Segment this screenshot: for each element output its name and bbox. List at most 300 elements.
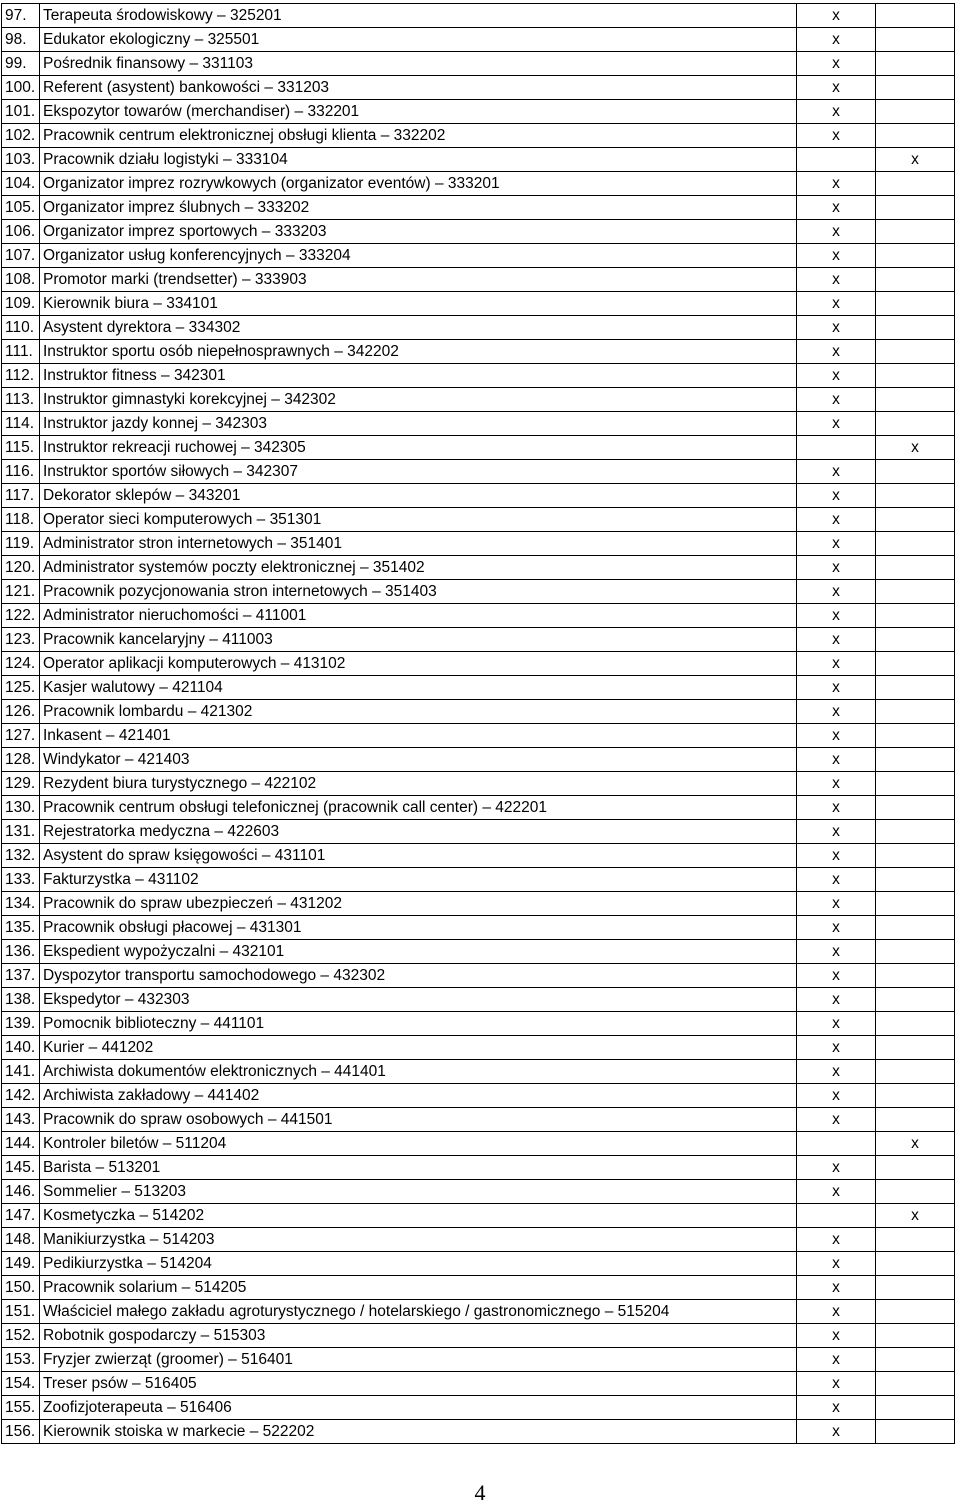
mark-column-2 <box>876 1036 955 1060</box>
mark-column-1: x <box>797 1420 876 1444</box>
mark-column-2: x <box>876 148 955 172</box>
row-number: 122. <box>2 604 40 628</box>
table-row <box>2 1348 955 1372</box>
row-number: 107. <box>2 244 40 268</box>
table-row <box>2 364 955 388</box>
mark-column-1: x <box>797 1180 876 1204</box>
table-row <box>2 1420 955 1444</box>
mark-column-1: x <box>797 772 876 796</box>
occupation-name: Kierownik stoiska w markecie – 522202 <box>40 1420 797 1444</box>
mark-column-2 <box>876 220 955 244</box>
row-number: 132. <box>2 844 40 868</box>
table-row <box>2 1372 955 1396</box>
occupation-name: Kasjer walutowy – 421104 <box>40 676 797 700</box>
row-number: 131. <box>2 820 40 844</box>
row-number: 155. <box>2 1396 40 1420</box>
row-number: 135. <box>2 916 40 940</box>
table-row <box>2 100 955 124</box>
mark-column-2 <box>876 1420 955 1444</box>
occupation-name: Organizator imprez sportowych – 333203 <box>40 220 797 244</box>
table-row <box>2 52 955 76</box>
mark-column-2 <box>876 388 955 412</box>
row-number: 106. <box>2 220 40 244</box>
row-number: 127. <box>2 724 40 748</box>
row-number: 152. <box>2 1324 40 1348</box>
occupation-name: Pedikiurzystka – 514204 <box>40 1252 797 1276</box>
mark-column-1: x <box>797 196 876 220</box>
occupation-name: Asystent dyrektora – 334302 <box>40 316 797 340</box>
table-row <box>2 1036 955 1060</box>
mark-column-2 <box>876 172 955 196</box>
occupation-name: Zoofizjoterapeuta – 516406 <box>40 1396 797 1420</box>
table-row <box>2 1324 955 1348</box>
occupation-name: Rezydent biura turystycznego – 422102 <box>40 772 797 796</box>
row-number: 141. <box>2 1060 40 1084</box>
row-number: 111. <box>2 340 40 364</box>
occupation-name: Administrator nieruchomości – 411001 <box>40 604 797 628</box>
mark-column-2: x <box>876 436 955 460</box>
mark-column-2 <box>876 964 955 988</box>
mark-column-2 <box>876 124 955 148</box>
occupation-name: Pracownik kancelaryjny – 411003 <box>40 628 797 652</box>
occupation-name: Kurier – 441202 <box>40 1036 797 1060</box>
table-row <box>2 316 955 340</box>
mark-column-1: x <box>797 1084 876 1108</box>
occupation-name: Inkasent – 421401 <box>40 724 797 748</box>
mark-column-1: x <box>797 1228 876 1252</box>
row-number: 143. <box>2 1108 40 1132</box>
mark-column-1: x <box>797 676 876 700</box>
table-row <box>2 1012 955 1036</box>
mark-column-2 <box>876 700 955 724</box>
mark-column-1: x <box>797 460 876 484</box>
occupation-name: Ekspedient wypożyczalni – 432101 <box>40 940 797 964</box>
row-number: 125. <box>2 676 40 700</box>
row-number: 98. <box>2 28 40 52</box>
mark-column-2 <box>876 508 955 532</box>
row-number: 151. <box>2 1300 40 1324</box>
mark-column-1: x <box>797 292 876 316</box>
occupation-name: Operator aplikacji komputerowych – 413102 <box>40 652 797 676</box>
mark-column-1: x <box>797 964 876 988</box>
mark-column-1 <box>797 1204 876 1228</box>
occupation-name: Fryzjer zwierząt (groomer) – 516401 <box>40 1348 797 1372</box>
occupation-name: Pracownik do spraw osobowych – 441501 <box>40 1108 797 1132</box>
table-row <box>2 436 955 460</box>
mark-column-2 <box>876 676 955 700</box>
table-row <box>2 604 955 628</box>
row-number: 104. <box>2 172 40 196</box>
mark-column-2 <box>876 1348 955 1372</box>
occupation-name: Pracownik pozycjonowania stron internetowych – 351403 <box>40 580 797 604</box>
table-row <box>2 892 955 916</box>
table-row <box>2 700 955 724</box>
mark-column-1: x <box>797 484 876 508</box>
row-number: 133. <box>2 868 40 892</box>
mark-column-1: x <box>797 220 876 244</box>
mark-column-1: x <box>797 1348 876 1372</box>
row-number: 115. <box>2 436 40 460</box>
mark-column-1: x <box>797 700 876 724</box>
table-row <box>2 4 955 28</box>
mark-column-2 <box>876 340 955 364</box>
table-row <box>2 484 955 508</box>
table-row <box>2 1228 955 1252</box>
mark-column-2 <box>876 28 955 52</box>
table-row <box>2 268 955 292</box>
mark-column-1: x <box>797 1036 876 1060</box>
mark-column-2 <box>876 316 955 340</box>
row-number: 117. <box>2 484 40 508</box>
table-row <box>2 820 955 844</box>
table-row <box>2 748 955 772</box>
occupation-name: Archiwista zakładowy – 441402 <box>40 1084 797 1108</box>
mark-column-2 <box>876 652 955 676</box>
mark-column-1: x <box>797 1300 876 1324</box>
mark-column-1: x <box>797 748 876 772</box>
mark-column-2 <box>876 484 955 508</box>
mark-column-1: x <box>797 28 876 52</box>
table-row <box>2 508 955 532</box>
occupation-name: Organizator imprez rozrywkowych (organizator eventów) – 333201 <box>40 172 797 196</box>
occupation-name: Archiwista dokumentów elektronicznych – 441401 <box>40 1060 797 1084</box>
occupation-name: Rejestratorka medyczna – 422603 <box>40 820 797 844</box>
mark-column-2 <box>876 1012 955 1036</box>
occupation-name: Windykator – 421403 <box>40 748 797 772</box>
occupation-name: Terapeuta środowiskowy – 325201 <box>40 4 797 28</box>
occupation-name: Pracownik do spraw ubezpieczeń – 431202 <box>40 892 797 916</box>
mark-column-2 <box>876 892 955 916</box>
occupation-name: Dyspozytor transportu samochodowego – 432302 <box>40 964 797 988</box>
mark-column-2 <box>876 1180 955 1204</box>
table-row <box>2 988 955 1012</box>
row-number: 105. <box>2 196 40 220</box>
occupation-name: Instruktor rekreacji ruchowej – 342305 <box>40 436 797 460</box>
row-number: 148. <box>2 1228 40 1252</box>
table-row <box>2 412 955 436</box>
occupation-name: Pracownik centrum elektronicznej obsługi klienta – 332202 <box>40 124 797 148</box>
mark-column-2 <box>876 1084 955 1108</box>
row-number: 110. <box>2 316 40 340</box>
table-row <box>2 1396 955 1420</box>
mark-column-1: x <box>797 892 876 916</box>
row-number: 154. <box>2 1372 40 1396</box>
mark-column-2 <box>876 196 955 220</box>
mark-column-2 <box>876 1372 955 1396</box>
mark-column-1: x <box>797 76 876 100</box>
mark-column-2 <box>876 1300 955 1324</box>
occupation-name: Ekspedytor – 432303 <box>40 988 797 1012</box>
mark-column-2 <box>876 100 955 124</box>
table-row <box>2 1180 955 1204</box>
table-row <box>2 220 955 244</box>
occupation-name: Asystent do spraw księgowości – 431101 <box>40 844 797 868</box>
mark-column-1: x <box>797 916 876 940</box>
mark-column-2 <box>876 532 955 556</box>
occupation-name: Dekorator sklepów – 343201 <box>40 484 797 508</box>
occupation-name: Manikiurzystka – 514203 <box>40 1228 797 1252</box>
row-number: 119. <box>2 532 40 556</box>
occupation-name: Referent (asystent) bankowości – 331203 <box>40 76 797 100</box>
mark-column-2 <box>876 796 955 820</box>
row-number: 120. <box>2 556 40 580</box>
row-number: 129. <box>2 772 40 796</box>
mark-column-2 <box>876 76 955 100</box>
mark-column-1: x <box>797 652 876 676</box>
row-number: 136. <box>2 940 40 964</box>
row-number: 138. <box>2 988 40 1012</box>
occupation-name: Właściciel małego zakładu agroturystycznego / hotelarskiego / gastronomicznego – 515204 <box>40 1300 797 1324</box>
mark-column-1: x <box>797 868 876 892</box>
table-row <box>2 940 955 964</box>
occupation-name: Ekspozytor towarów (merchandiser) – 332201 <box>40 100 797 124</box>
mark-column-1: x <box>797 532 876 556</box>
table-row <box>2 28 955 52</box>
occupation-name: Operator sieci komputerowych – 351301 <box>40 508 797 532</box>
row-number: 137. <box>2 964 40 988</box>
occupation-name: Kontroler biletów – 511204 <box>40 1132 797 1156</box>
occupation-name: Pracownik obsługi płacowej – 431301 <box>40 916 797 940</box>
mark-column-2 <box>876 724 955 748</box>
row-number: 102. <box>2 124 40 148</box>
mark-column-2 <box>876 244 955 268</box>
table-row <box>2 868 955 892</box>
row-number: 144. <box>2 1132 40 1156</box>
table-row <box>2 556 955 580</box>
table-row <box>2 196 955 220</box>
occupation-name: Edukator ekologiczny – 325501 <box>40 28 797 52</box>
table-row <box>2 292 955 316</box>
mark-column-2 <box>876 460 955 484</box>
row-number: 126. <box>2 700 40 724</box>
row-number: 109. <box>2 292 40 316</box>
mark-column-1: x <box>797 556 876 580</box>
table-row <box>2 964 955 988</box>
mark-column-1: x <box>797 724 876 748</box>
mark-column-2 <box>876 268 955 292</box>
mark-column-2: x <box>876 1204 955 1228</box>
mark-column-1: x <box>797 508 876 532</box>
table-row <box>2 844 955 868</box>
table-row <box>2 1300 955 1324</box>
mark-column-2 <box>876 52 955 76</box>
table-row <box>2 580 955 604</box>
table-row <box>2 1084 955 1108</box>
table-row <box>2 532 955 556</box>
table-row <box>2 1132 955 1156</box>
row-number: 121. <box>2 580 40 604</box>
mark-column-1: x <box>797 412 876 436</box>
mark-column-2 <box>876 412 955 436</box>
table-row <box>2 1108 955 1132</box>
row-number: 139. <box>2 1012 40 1036</box>
mark-column-2 <box>876 1228 955 1252</box>
table-row <box>2 1276 955 1300</box>
occupation-name: Instruktor fitness – 342301 <box>40 364 797 388</box>
mark-column-2 <box>876 556 955 580</box>
mark-column-1: x <box>797 844 876 868</box>
row-number: 146. <box>2 1180 40 1204</box>
mark-column-2 <box>876 820 955 844</box>
row-number: 150. <box>2 1276 40 1300</box>
occupation-name: Pracownik centrum obsługi telefonicznej (pracownik call center) – 422201 <box>40 796 797 820</box>
mark-column-2 <box>876 1252 955 1276</box>
table-row <box>2 1156 955 1180</box>
mark-column-1: x <box>797 1252 876 1276</box>
occupation-name: Instruktor jazdy konnej – 342303 <box>40 412 797 436</box>
table-row <box>2 1204 955 1228</box>
occupation-name: Pomocnik biblioteczny – 441101 <box>40 1012 797 1036</box>
mark-column-2 <box>876 364 955 388</box>
page-number: 4 <box>474 1480 486 1505</box>
row-number: 153. <box>2 1348 40 1372</box>
row-number: 114. <box>2 412 40 436</box>
table-row <box>2 652 955 676</box>
occupation-name: Pracownik lombardu – 421302 <box>40 700 797 724</box>
mark-column-1: x <box>797 604 876 628</box>
row-number: 101. <box>2 100 40 124</box>
mark-column-2 <box>876 748 955 772</box>
row-number: 100. <box>2 76 40 100</box>
mark-column-2 <box>876 1396 955 1420</box>
mark-column-2 <box>876 868 955 892</box>
occupation-name: Kosmetyczka – 514202 <box>40 1204 797 1228</box>
row-number: 130. <box>2 796 40 820</box>
table-row <box>2 340 955 364</box>
mark-column-1: x <box>797 364 876 388</box>
mark-column-1: x <box>797 340 876 364</box>
mark-column-1: x <box>797 1156 876 1180</box>
row-number: 142. <box>2 1084 40 1108</box>
mark-column-1: x <box>797 52 876 76</box>
row-number: 118. <box>2 508 40 532</box>
mark-column-2 <box>876 1060 955 1084</box>
mark-column-1: x <box>797 1012 876 1036</box>
mark-column-1 <box>797 436 876 460</box>
mark-column-1: x <box>797 628 876 652</box>
row-number: 99. <box>2 52 40 76</box>
occupations-table <box>1 3 955 1444</box>
table-row <box>2 76 955 100</box>
mark-column-1: x <box>797 1276 876 1300</box>
occupation-name: Fakturzystka – 431102 <box>40 868 797 892</box>
occupation-name: Administrator systemów poczty elektronicznej – 351402 <box>40 556 797 580</box>
mark-column-2 <box>876 988 955 1012</box>
mark-column-1: x <box>797 172 876 196</box>
mark-column-2 <box>876 580 955 604</box>
mark-column-2 <box>876 772 955 796</box>
mark-column-1: x <box>797 1372 876 1396</box>
table-row <box>2 772 955 796</box>
mark-column-2 <box>876 844 955 868</box>
table-row <box>2 628 955 652</box>
table-row <box>2 1060 955 1084</box>
mark-column-1: x <box>797 1060 876 1084</box>
mark-column-1: x <box>797 940 876 964</box>
mark-column-1: x <box>797 388 876 412</box>
table-row <box>2 796 955 820</box>
mark-column-1: x <box>797 124 876 148</box>
row-number: 123. <box>2 628 40 652</box>
mark-column-2 <box>876 916 955 940</box>
mark-column-1: x <box>797 988 876 1012</box>
table-row <box>2 724 955 748</box>
occupation-name: Barista – 513201 <box>40 1156 797 1180</box>
mark-column-1: x <box>797 796 876 820</box>
row-number: 134. <box>2 892 40 916</box>
mark-column-1: x <box>797 1108 876 1132</box>
table-row <box>2 148 955 172</box>
mark-column-1: x <box>797 1396 876 1420</box>
row-number: 124. <box>2 652 40 676</box>
mark-column-2 <box>876 1324 955 1348</box>
occupation-name: Organizator imprez ślubnych – 333202 <box>40 196 797 220</box>
mark-column-2 <box>876 1276 955 1300</box>
occupation-name: Instruktor sportów siłowych – 342307 <box>40 460 797 484</box>
row-number: 128. <box>2 748 40 772</box>
mark-column-1: x <box>797 244 876 268</box>
row-number: 103. <box>2 148 40 172</box>
row-number: 113. <box>2 388 40 412</box>
occupation-name: Pośrednik finansowy – 331103 <box>40 52 797 76</box>
mark-column-1: x <box>797 820 876 844</box>
row-number: 112. <box>2 364 40 388</box>
occupation-name: Treser psów – 516405 <box>40 1372 797 1396</box>
mark-column-2 <box>876 604 955 628</box>
row-number: 145. <box>2 1156 40 1180</box>
mark-column-1: x <box>797 268 876 292</box>
mark-column-1 <box>797 148 876 172</box>
occupation-name: Administrator stron internetowych – 351401 <box>40 532 797 556</box>
table-row <box>2 460 955 484</box>
row-number: 149. <box>2 1252 40 1276</box>
mark-column-1: x <box>797 1324 876 1348</box>
occupation-name: Pracownik solarium – 514205 <box>40 1276 797 1300</box>
row-number: 147. <box>2 1204 40 1228</box>
occupation-name: Promotor marki (trendsetter) – 333903 <box>40 268 797 292</box>
occupation-name: Instruktor sportu osób niepełnosprawnych – 342202 <box>40 340 797 364</box>
occupations-table-body <box>2 4 955 1444</box>
table-row <box>2 172 955 196</box>
mark-column-1: x <box>797 100 876 124</box>
row-number: 116. <box>2 460 40 484</box>
table-row <box>2 124 955 148</box>
mark-column-2 <box>876 940 955 964</box>
mark-column-1: x <box>797 4 876 28</box>
mark-column-1: x <box>797 580 876 604</box>
mark-column-1: x <box>797 316 876 340</box>
mark-column-2 <box>876 628 955 652</box>
occupation-name: Sommelier – 513203 <box>40 1180 797 1204</box>
occupation-name: Organizator usług konferencyjnych – 333204 <box>40 244 797 268</box>
mark-column-2 <box>876 4 955 28</box>
mark-column-1 <box>797 1132 876 1156</box>
row-number: 140. <box>2 1036 40 1060</box>
occupation-name: Robotnik gospodarczy – 515303 <box>40 1324 797 1348</box>
occupation-name: Pracownik działu logistyki – 333104 <box>40 148 797 172</box>
mark-column-2 <box>876 292 955 316</box>
occupation-name: Kierownik biura – 334101 <box>40 292 797 316</box>
mark-column-2: x <box>876 1132 955 1156</box>
mark-column-2 <box>876 1108 955 1132</box>
table-row <box>2 676 955 700</box>
table-row <box>2 1252 955 1276</box>
row-number: 97. <box>2 4 40 28</box>
table-row <box>2 388 955 412</box>
occupation-name: Instruktor gimnastyki korekcyjnej – 342302 <box>40 388 797 412</box>
table-row <box>2 916 955 940</box>
row-number: 156. <box>2 1420 40 1444</box>
